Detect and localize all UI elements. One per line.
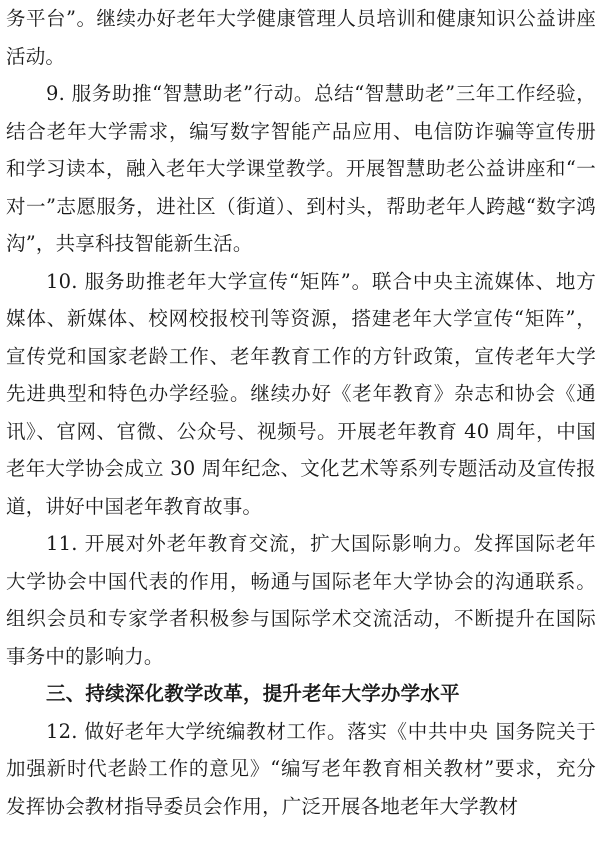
paragraph-continuation: 务平台”。继续办好老年大学健康管理人员培训和健康知识公益讲座活动。 (6, 7, 596, 68)
paragraph-item-10: 10. 服务助推老年大学宣传“矩阵”。联合中央主流媒体、地方媒体、新媒体、校网校报校刊等资源，搭建老年大学宣传“矩阵”，宣传党和国家老龄工作、老年教育工作的方针政策，宣传老年大学先进典型和特色办学经验。继续办好《老年教育》杂志和协会《通讯》、官网、官微、公众号、视频号。开展老年教育 40 周年，中国老年大学协会成立 30 周年纪念、文化艺术等系列专题活动及宣传报道，讲好中国老年教育故事。 (6, 269, 596, 518)
section-heading: 三、持续深化教学改革，提升老年大学办学水平 (46, 682, 460, 705)
paragraph-item-12: 12. 做好老年大学统编教材工作。落实《中共中央 国务院关于加强新时代老龄工作的意见》“编写老年教育相关教材”要求，充分发挥协会教材指导委员会作用，广泛开展各地老年大学教材 (6, 719, 596, 818)
paragraph-item-11: 11. 开展对外老年教育交流，扩大国际影响力。发挥国际老年大学协会中国代表的作用，畅通与国际老年大学协会的沟通联系。组织会员和专家学者积极参与国际学术交流活动，不断提升在国际事务中的影响力。 (6, 532, 596, 668)
paragraph-item-9: 9. 服务助推“智慧助老”行动。总结“智慧助老”三年工作经验，结合老年大学需求，编写数字智能产品应用、电信防诈骗等宣传册和学习读本，融入老年大学课堂教学。开展智慧助老公益讲座和“一对一”志愿服务，进社区（街道）、到村头，帮助老年人跨越“数字鸿沟”，共享科技智能新生活。 (6, 82, 596, 255)
